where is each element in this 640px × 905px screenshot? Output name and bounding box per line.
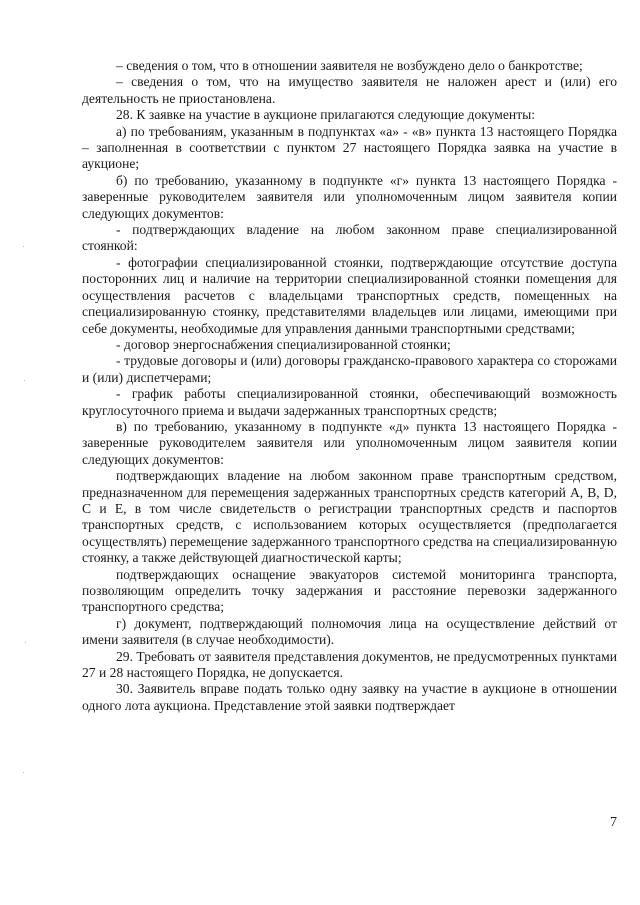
paragraph-28-g: г) документ, подтверждающий полномочия лица на осуществление действий от имени заявителя (в случае необходимости). xyxy=(82,615,617,648)
paragraph-28-b: б) по требованию, указанному в подпункте «г» пункта 13 настоящего Порядка - заверенные руководителем заявителя или уполномоченным лицом заявителя копии следующих документов: xyxy=(82,172,617,221)
paragraph-28-b-schedule: - график работы специализированной стоянки, обеспечивающий возможность круглосуточного приема и выдачи задержанных транспортных средств; xyxy=(82,386,617,418)
paragraph-28-v: в) по требованию, указанному в подпункте «д» пункта 13 настоящего Порядка - заверенные руководителем заявителя или уполномоченным лицом заявителя копии следующих документов: xyxy=(82,418,617,467)
document-body xyxy=(82,58,617,714)
paragraph-28-b-photos: - фотографии специализированной стоянки, подтверждающие отсутствие доступа посторонних лиц и наличие на территории специализированной стоянки помещения для осуществления расчетов с владельцами транспортных средств, помещенных на специализированную стоянку, представителями владельцев или лицами, имеющими при себе документы, необходимые для управления данными транспортными средствами; xyxy=(82,254,617,336)
page-number: 7 xyxy=(610,815,617,830)
paragraph-28-intro: 28. К заявке на участие в аукционе прилагаются следующие документы: xyxy=(116,107,536,123)
paragraph-28-a: а) по требованиям, указанным в подпунктах «а» - «в» пункта 13 настоящего Порядка – заполненная в соответствии с пунктом 27 настоящего Порядка заявка на участие в аукционе; xyxy=(82,123,617,172)
paragraph-bankruptcy-info: – сведения о том, что в отношении заявителя не возбуждено дело о банкротстве; xyxy=(116,58,583,73)
paragraph-28-b-contracts: - трудовые договоры и (или) договоры гражданско-правового характера со сторожами и (или) диспетчерами; xyxy=(82,353,617,385)
scan-speck xyxy=(25,642,26,643)
paragraph-29: 29. Требовать от заявителя представления документов, не предусмотренных пунктами 27 и 28 настоящего Порядка, не допускается. xyxy=(82,648,617,681)
scan-speck xyxy=(24,380,25,381)
paragraph-30: 30. Заявитель вправе подать только одну заявку на участие в аукционе в отношении одного лота аукциона. Представление этой заявки подтверждает xyxy=(82,681,617,713)
paragraph-28-b-ownership: - подтверждающих владение на любом законном праве специализированной стоянкой: xyxy=(82,222,617,254)
paragraph-28-v-vehicles: подтверждающих владение на любом законном праве транспортным средством, предназначенном для перемещения задержанных транспортных средств категорий А, В, D, С и Е, в том числе свидетельств о регистрации транспортных средств и паспортов транспортных средств, с использованием которых осуществляется (предполагается осуществлять) перемещение задержанного транспортного средства на специализированную стоянку, а также действующей диагностической карты; xyxy=(82,468,618,566)
scan-speck xyxy=(23,772,24,773)
paragraph-28-v-monitoring: подтверждающих оснащение эвакуаторов системой мониторинга транспорта, позволяющим определить точку задержания и расстояние перевозки задержанного транспортного средства; xyxy=(82,566,617,615)
scan-speck xyxy=(23,246,24,247)
paragraph-arrest-info: – сведения о том, что на имущество заявителя не наложен арест и (или) его деятельность не приостановлена. xyxy=(82,74,617,106)
paragraph-28-b-energy: - договор энергоснабжения специализированной стоянки; xyxy=(116,336,451,352)
